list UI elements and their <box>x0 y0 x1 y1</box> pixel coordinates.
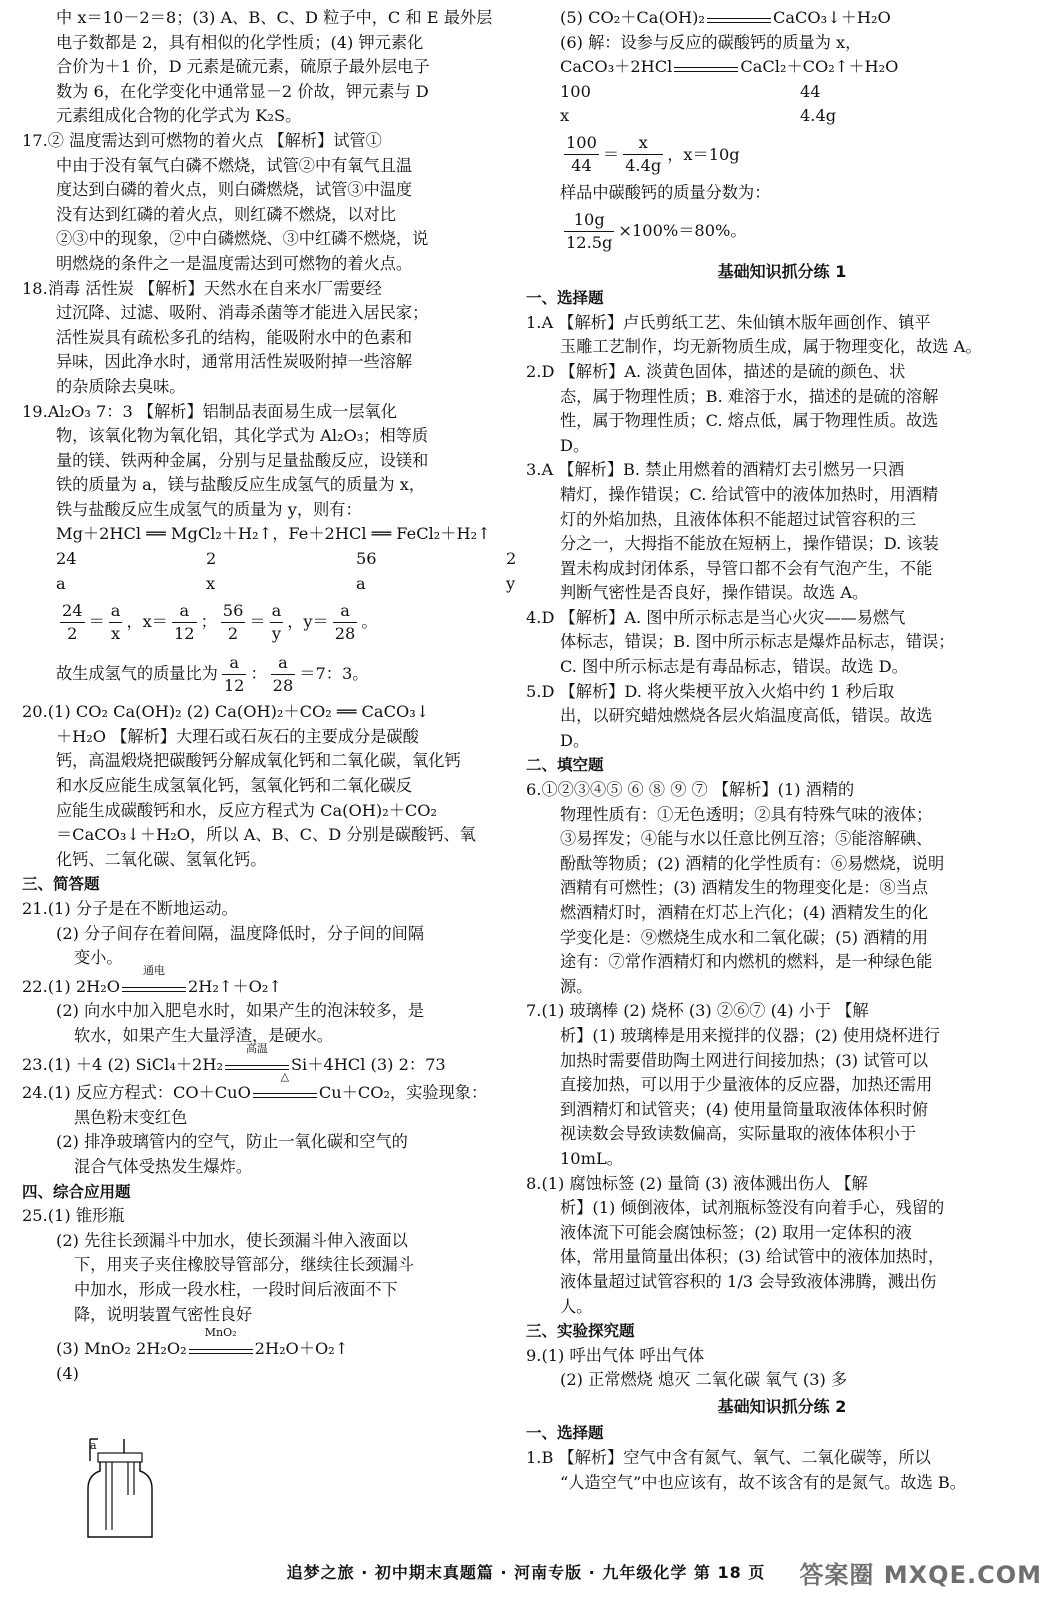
section-heading: 一、选择题 <box>526 289 604 308</box>
denominator: 12 <box>173 623 195 643</box>
denominator: 2 <box>67 623 78 643</box>
q20-line: 化钙、二氧化碳、氢氧化钙。 <box>56 849 267 869</box>
r7-line: 析】(1) 玻璃棒是用来搅拌的仪器；(2) 使用烧杯进行 <box>560 1025 940 1045</box>
grid-cell: a <box>356 573 366 593</box>
r3-line: 分之一，大拇指不能放在短柄上，操作错误；D. 该装 <box>560 534 939 554</box>
fraction <box>221 600 246 645</box>
numerator: 100 <box>564 132 599 155</box>
grid-cell: x <box>206 573 216 593</box>
q17-line: 明燃烧的条件之一是温度需达到可燃物的着火点。 <box>56 253 413 273</box>
grid-cell: 100 <box>560 81 591 101</box>
q25-line: 下，用夹子夹住橡胶导管部分，继续往长颈漏斗 <box>74 1255 414 1275</box>
r8-line: 体，常用量筒量出体积；(3) 给试管中的液体加热时， <box>560 1247 945 1267</box>
products: 2H₂O＋O₂↑ <box>254 1339 349 1359</box>
reaction-condition: 通电 <box>143 963 165 977</box>
q16-line: 中 x＝10－2＝8；(3) A、B、C、D 粒子中，C 和 E 最外层 <box>56 8 493 27</box>
r8-line: 析】(1) 倾倒液体，试剂瓶标签没有向着手心，残留的 <box>560 1198 945 1218</box>
result-label: ，x＝ <box>126 611 168 631</box>
q20-6-fraction-row <box>526 129 1038 181</box>
left-column <box>22 6 517 1386</box>
q19-line: 铁的质量为 a，镁与盐酸反应生成氢气的质量为 x， <box>56 475 426 495</box>
products: 2H₂↑＋O₂↑ <box>188 976 282 996</box>
q19-line: 量的镁、铁两种金属，分别与足量盐酸反应，设镁和 <box>56 450 429 470</box>
fraction <box>270 600 284 645</box>
q17-line: ②③中的现象，②中白磷燃烧、③中红磷不燃烧，说 <box>56 229 429 249</box>
q21-line: (2) 分子间存在着间隔，温度降低时，分子间的间隔 <box>56 923 425 943</box>
r1b-line: “人造空气”中也应该有，故不该含有的是氮气。故选 B。 <box>560 1472 966 1492</box>
grid-cell: x <box>560 106 570 126</box>
numerator: 10g <box>564 209 614 232</box>
r3-line: 精灯，操作错误；C. 给试管中的液体加热时，用酒精 <box>560 484 939 504</box>
numerator: a <box>270 600 284 623</box>
fraction <box>564 132 599 177</box>
q19-line: 铁与盐酸反应生成氢气的质量为 y，则有： <box>56 499 362 519</box>
q25-4-label: (4) <box>56 1363 79 1383</box>
reaction-arrow <box>189 1326 253 1354</box>
q19-fraction-row <box>22 596 508 648</box>
numerator: 56 <box>221 600 246 623</box>
q21-line: 变小。 <box>74 948 123 968</box>
tube-label: a <box>90 1439 97 1452</box>
r6-line: ③易挥发；④能与水以任意比例互溶；⑤能溶解碘、 <box>560 829 933 849</box>
q18-line: 活性炭具有疏松多孔的结构，能吸附水中的色素和 <box>56 327 413 347</box>
q17-line: 没有达到红磷的着火点，则红磷不燃烧，以对比 <box>56 204 396 224</box>
denominator: 12.5g <box>566 233 613 253</box>
products: Si＋4HCl (3) 2：73 <box>290 1054 446 1074</box>
r8-line: 8.(1) 腐蚀标签 (2) 量筒 (3) 液体溅出伤人 【解 <box>526 1173 868 1193</box>
denominator: 4.4g <box>625 156 662 176</box>
fraction <box>109 600 123 645</box>
q22-line: (2) 向水中加入肥皂水时，如果产生的泡沫较多，是 <box>56 1001 425 1021</box>
denominator: 12 <box>223 675 245 695</box>
r2-line: 性，属于物理性质；C. 熔点低，属于物理性质。故选 <box>560 411 939 431</box>
result-label: ，y＝ <box>287 611 329 631</box>
r6-line: 物理性质有：①无色透明；②具有特殊气味的液体； <box>560 804 933 824</box>
q17-line: 中由于没有氧气白磷不燃烧，试管②中有氧气且温 <box>56 155 413 175</box>
reaction-arrow <box>122 963 186 992</box>
r7-line: 10mL。 <box>560 1148 623 1168</box>
r5-line: 5.D 【解析】D. 将火柴梗平放入火焰中约 1 秒后取 <box>526 681 895 701</box>
gas-bottle-diagram <box>86 1435 156 1540</box>
r6-line: 途有：⑦常作酒精灯和内燃机的燃料，是一种绿色能 <box>560 952 933 972</box>
reaction-arrow <box>253 1070 317 1098</box>
products: CaCl₂＋CO₂↑＋H₂O <box>740 57 899 77</box>
numerator: a <box>271 652 296 675</box>
reactants: CaCO₃＋2HCl <box>560 57 673 77</box>
ratio-result: ＝7：3。 <box>299 663 369 683</box>
q20-line: ＋H₂O 【解析】大理石或石灰石的主要成分是碳酸 <box>56 726 419 746</box>
r7-line: 视读数会导致读数偏高，实际量取的液体体积小于 <box>560 1124 917 1144</box>
r5-line: 出，以研究蜡烛燃烧各层火焰温度高低，错误。故选 <box>560 706 933 726</box>
r3-line: 灯的外焰加热，且液体体积不能超过试管容积的三 <box>560 509 917 529</box>
r7-line: 到酒精灯和试管夹；(4) 使用量筒量取液体体积时俯 <box>560 1099 929 1119</box>
q18-line: 18.消毒 活性炭 【解析】天然水在自来水厂需要经 <box>22 278 382 298</box>
section-heading: 三、实验探究题 <box>526 1322 635 1341</box>
right-column <box>526 6 1038 1495</box>
reactants: 23.(1) ＋4 (2) SiCl₄＋2H₂ <box>22 1054 223 1074</box>
fraction <box>564 209 614 254</box>
grid-cell: 2 <box>506 549 517 569</box>
reactants: 22.(1) 2H₂O <box>22 976 120 996</box>
grid-cell: 2 <box>206 549 217 569</box>
fraction <box>60 600 85 645</box>
products: Cu＋CO₂，实验现象： <box>318 1083 488 1103</box>
reaction-arrow <box>225 1041 289 1070</box>
fraction <box>271 652 296 697</box>
r3-line: 判断气密性是否良好，操作错误。故选 A。 <box>560 583 869 603</box>
q19-mass-grid <box>22 547 517 596</box>
r4-line: 4.D 【解析】A. 图中所示标志是当心火灾——易燃气 <box>526 607 906 627</box>
grid-cell: 56 <box>356 549 377 569</box>
q19-ratio-row <box>22 648 508 700</box>
q20-line: 和水反应能生成氢氧化钙，氢氧化钙和二氧化碳反 <box>56 776 413 796</box>
q24-line <box>22 1070 508 1106</box>
grid-cell: 4.4g <box>800 106 837 126</box>
fraction <box>623 132 663 177</box>
r1b-line: 1.B 【解析】空气中含有氮气、氧气、二氧化碳等，所以 <box>526 1448 931 1468</box>
q17-line: 度达到白磷的着火点，则白磷燃烧，试管③中温度 <box>56 180 413 200</box>
period: 。 <box>361 611 378 631</box>
q20-6-equation <box>526 55 1038 80</box>
denominator: 2 <box>227 623 239 643</box>
r5-line: D。 <box>560 730 590 750</box>
grid-cell: a <box>56 573 66 593</box>
q24-line: 黑色粉末变红色 <box>74 1107 188 1127</box>
r7-line: 7.(1) 玻璃棒 (2) 烧杯 (3) ②⑥⑦ (4) 小于 【解 <box>526 1001 869 1021</box>
r8-line: 液体流下可能会腐蚀标签；(2) 取用一定体积的液 <box>560 1222 912 1242</box>
q16-line: 数为 6，在化学变化中通常显－2 价故，钾元素与 D <box>56 81 429 101</box>
r2-line: 2.D 【解析】A. 淡黄色固体，描述的是硫的颜色、状 <box>526 361 906 381</box>
reactants: 24.(1) 反应方程式：CO＋CuO <box>22 1083 251 1103</box>
denominator: 28 <box>272 675 294 695</box>
section-heading: 一、选择题 <box>526 1424 604 1443</box>
q25-line: 降，说明装置气密性良好 <box>74 1304 253 1324</box>
numerator: a <box>172 600 197 623</box>
q19-line: 物，该氧化物为氧化铝，其化学式为 Al₂O₃；相等质 <box>56 426 429 446</box>
reactants: (3) MnO₂ 2H₂O₂ <box>56 1339 187 1359</box>
numerator: a <box>109 600 123 623</box>
r7-line: 加热时需要借助陶土网进行间接加热；(3) 试管可以 <box>560 1050 929 1070</box>
denominator: y <box>271 623 281 643</box>
equals: ＝ <box>249 611 266 631</box>
fraction <box>172 600 197 645</box>
grid-cell: 44 <box>800 81 821 101</box>
q22-line <box>22 963 508 1000</box>
r3-line: 3.A 【解析】B. 禁止用燃着的酒精灯去引燃另一只酒 <box>526 460 905 480</box>
products: CaCO₃↓＋H₂O <box>772 8 891 27</box>
r2-line: 态，属于物理性质；B. 难溶于水，描述的是硫的溶解 <box>560 386 939 406</box>
numerator: 24 <box>60 600 85 623</box>
equals: ＝ <box>88 611 105 631</box>
r6-line: 酒精有可燃性；(3) 酒精发生的物理变化是：⑧当点 <box>560 878 929 898</box>
q18-line: 的杂质除去臭味。 <box>56 376 186 396</box>
q17-line: 17.② 温度需达到可燃物的着火点 【解析】试管① <box>22 130 382 150</box>
r1-line: 玉雕工艺制作，均无新物质生成，属于物理变化，故选 A。 <box>560 337 982 357</box>
q20-6-mass-grid <box>526 80 1038 129</box>
q18-line: 过沉降、过滤、吸附、消毒杀菌等才能进入居民家； <box>56 303 429 323</box>
q20-5-line <box>526 6 1038 31</box>
r9-line: (2) 正常燃烧 熄灭 二氧化碳 氧气 (3) 多 <box>560 1370 848 1390</box>
percent-result: ×100%＝80%。 <box>618 221 747 241</box>
fraction <box>333 600 358 645</box>
q25-line: (2) 先往长颈漏斗中加水，使长颈漏斗伸入液面以 <box>56 1230 408 1250</box>
reaction-arrow <box>674 57 738 72</box>
q16-line: 元素组成化合物的化学式为 K₂S。 <box>56 106 302 126</box>
practice-title: 基础知识抓分练 2 <box>717 1396 847 1416</box>
fraction <box>222 652 247 697</box>
section-heading: 四、综合应用题 <box>22 1182 131 1201</box>
q24-line: (2) 排净玻璃管内的空气，防止一氧化碳和空气的 <box>56 1132 408 1152</box>
grid-cell: y <box>506 573 516 593</box>
equals: ＝ <box>602 144 620 164</box>
r6-line: 酚酞等物质；(2) 酒精的化学性质有：⑥易燃烧，说明 <box>560 853 945 873</box>
section-heading: 三、简答题 <box>22 875 100 894</box>
denominator: 28 <box>334 623 356 643</box>
q20-line: ＝CaCO₃↓＋H₂O，所以 A、B、C、D 分别是碳酸钙、氧 <box>56 825 476 845</box>
r8-line: 液体量超过试管容积的 1/3 会导致液体沸腾，溅出伤 <box>560 1271 937 1291</box>
q20-6-percent-row <box>526 206 1038 258</box>
q25-line: 中加水，形成一段水柱，一段时间后液面不下 <box>74 1279 398 1299</box>
separator: ； <box>200 611 217 631</box>
r6-line: 源。 <box>560 976 593 996</box>
r9-line: 9.(1) 呼出气体 呼出气体 <box>526 1345 705 1365</box>
q20-line: 应能生成碳酸钙和水，反应方程式为 Ca(OH)₂＋CO₂ <box>56 800 438 820</box>
r4-line: C. 图中所示标志是有毒品标志，错误。故选 D。 <box>560 657 908 677</box>
reaction-condition: 高温 <box>245 1041 268 1055</box>
q22-line: 软水，如果产生大量浮渣，是硬水。 <box>74 1025 333 1045</box>
q20-6-line: (6) 解：设参与反应的碳酸钙的质量为 x， <box>560 32 862 52</box>
numerator: x <box>623 132 663 155</box>
r6-line: 6.①②③④⑤ ⑥ ⑧ ⑨ ⑦ 【解析】(1) 酒精的 <box>526 780 855 800</box>
result-label: ，x＝10g <box>667 144 740 164</box>
numerator: a <box>222 652 247 675</box>
colon: ： <box>250 663 267 683</box>
section-heading: 二、填空题 <box>526 756 604 775</box>
r1-line: 1.A 【解析】卢氏剪纸工艺、朱仙镇木版年画创作、镇平 <box>526 312 931 332</box>
r2-line: D。 <box>560 435 590 455</box>
r3-line: 置未构成封闭体系，导管口都不会有气泡产生，不能 <box>560 558 933 578</box>
q21-line: 21.(1) 分子是在不断地运动。 <box>22 899 238 918</box>
q25-line: 25.(1) 锥形瓶 <box>22 1206 125 1226</box>
r6-line: 燃酒精灯时，酒精在灯芯上汽化；(4) 酒精发生的化 <box>560 903 929 922</box>
reaction-arrow <box>707 8 771 23</box>
q16-line: 电子数都是 2，具有相似的化学性质；(4) 钾元素化 <box>56 32 424 52</box>
page-footer: 追梦之旅 · 初中期末真题篇 · 河南专版 · 九年级化学 第 18 页 <box>286 1563 766 1582</box>
reactants: (5) CO₂＋Ca(OH)₂ <box>560 8 705 27</box>
r7-line: 直接加热，可以用于少量液体的反应器，加热还需用 <box>560 1075 933 1095</box>
q20-line: 20.(1) CO₂ Ca(OH)₂ (2) Ca(OH)₂＋CO₂ ══ CaCO₃↓ <box>22 702 430 722</box>
q18-line: 异味，因此净水时，通常用活性炭吸附掉一些溶解 <box>56 352 413 372</box>
q16-line: 合价为＋1 价，D 元素是硫元素，硫原子最外层电子 <box>56 57 430 77</box>
denominator: x <box>111 623 121 643</box>
watermark-logo: 答案圈 MXQE.COM <box>799 1561 1042 1589</box>
reaction-condition: MnO₂ <box>204 1326 237 1340</box>
numerator: a <box>333 600 358 623</box>
q19-line: 19.Al₂O₃ 7：3 【解析】铝制品表面易生成一层氧化 <box>22 401 397 421</box>
q25-3-line <box>22 1326 508 1362</box>
ratio-text: 故生成氢气的质量比为 <box>56 663 218 683</box>
q20-line: 钙，高温煅烧把碳酸钙分解成氧化钙和二氧化碳，氧化钙 <box>56 751 461 771</box>
grid-cell: 24 <box>56 549 77 569</box>
r6-line: 学变化是：⑨燃烧生成水和二氧化碳；(5) 酒精的用 <box>560 927 929 947</box>
q20-6-text: 样品中碳酸钙的质量分数为： <box>560 182 771 202</box>
r8-line: 人。 <box>560 1296 593 1316</box>
q19-equation: Mg＋2HCl ══ MgCl₂＋H₂↑，Fe＋2HCl ══ FeCl₂＋H₂↑ <box>56 524 491 544</box>
denominator: 44 <box>571 156 592 176</box>
q24-line: 混合气体受热发生爆炸。 <box>74 1156 253 1176</box>
r4-line: 体标志，错误；B. 图中所示标志是爆炸品标志，错误； <box>560 632 955 652</box>
practice-title: 基础知识抓分练 1 <box>717 261 847 281</box>
reaction-condition: △ <box>280 1070 290 1084</box>
